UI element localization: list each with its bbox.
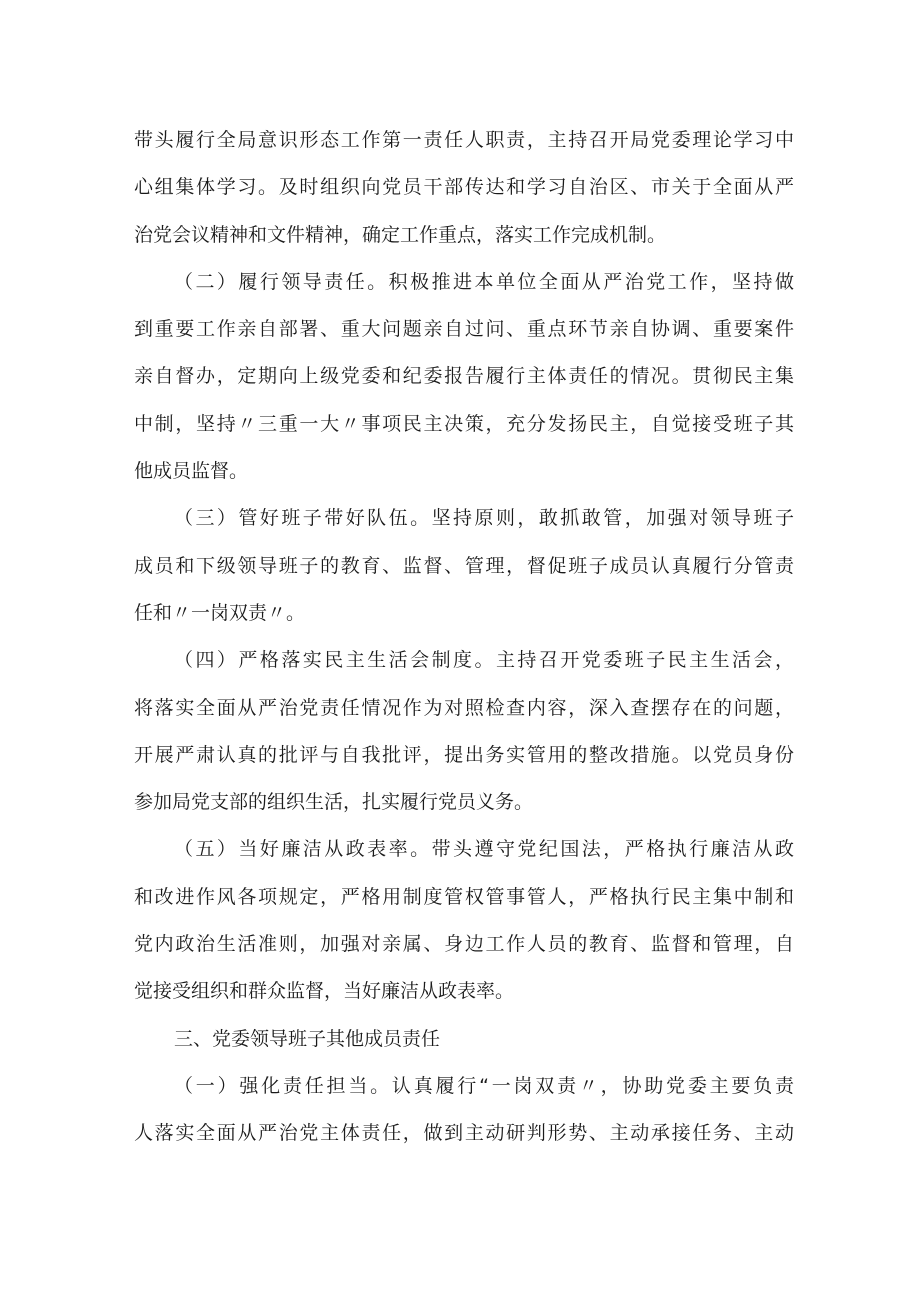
paragraph-first-line: （四）严格落实民主生活会制度。主持召开党委班子民主生活会， <box>174 649 794 672</box>
text-line: 心组集体学习。及时组织向党员干部传达和学习自治区、市关于全面从严 <box>134 176 794 199</box>
text-line: 他成员监督。 <box>134 460 249 483</box>
paragraph-first-line: （三）管好班子带好队伍。坚持原则，敢抓敢管，加强对领导班子 <box>174 507 794 530</box>
text-line: 带头履行全局意识形态工作第一责任人职责，主持召开局党委理论学习中 <box>134 129 794 151</box>
text-line: 治党会议精神和文件精神，确定工作重点，落实工作完成机制。 <box>134 223 667 246</box>
paragraph-first-line: 三、党委领导班子其他成员责任 <box>174 1027 441 1050</box>
text-line: 任和〃一岗双责〃。 <box>134 601 306 624</box>
text-line: 开展严肃认真的批评与自我批评，提出务实管用的整改措施。以党员身份 <box>134 743 794 766</box>
text-line: 和改进作风各项规定，严格用制度管权管事管人，严格执行民主集中制和 <box>134 885 794 908</box>
paragraph-first-line: （五）当好廉洁从政表率。带头遵守党纪国法，严格执行廉洁从政 <box>174 838 794 861</box>
text-line: 人落实全面从严治党主体责任，做到主动研判形势、主动承接任务、主动 <box>134 1122 794 1145</box>
text-line: 成员和下级领导班子的教育、监督、管理，督促班子成员认真履行分管责 <box>134 554 794 577</box>
paragraph-first-line: （一）强化责任担当。认真履行“一岗双责〃，协助党委主要负责 <box>174 1074 794 1097</box>
text-line: 中制，坚持〃三重一大〃事项民主决策，充分发扬民主，自觉接受班子其 <box>134 412 794 435</box>
text-line: 亲自督办，定期向上级党委和纪委报告履行主体责任的情况。贯彻民主集 <box>134 365 794 388</box>
text-line: 参加局党支部的组织生活，扎实履行党员义务。 <box>134 791 534 814</box>
text-line: 将落实全面从严治党责任情况作为对照检查内容，深入查摆存在的问题， <box>134 696 794 719</box>
text-line: 到重要工作亲自部署、重大问题亲自过问、重点环节亲自协调、重要案件 <box>134 318 794 341</box>
text-line: 党内政治生活准则，加强对亲属、身边工作人员的教育、监督和管理，自 <box>134 933 794 956</box>
body-text <box>134 117 794 1158</box>
paragraph-first-line: （二）履行领导责任。积极推进本单位全面从严治党工作，坚持做 <box>174 270 794 293</box>
text-line: 觉接受组织和群众监督，当好廉洁从政表率。 <box>134 980 515 1003</box>
